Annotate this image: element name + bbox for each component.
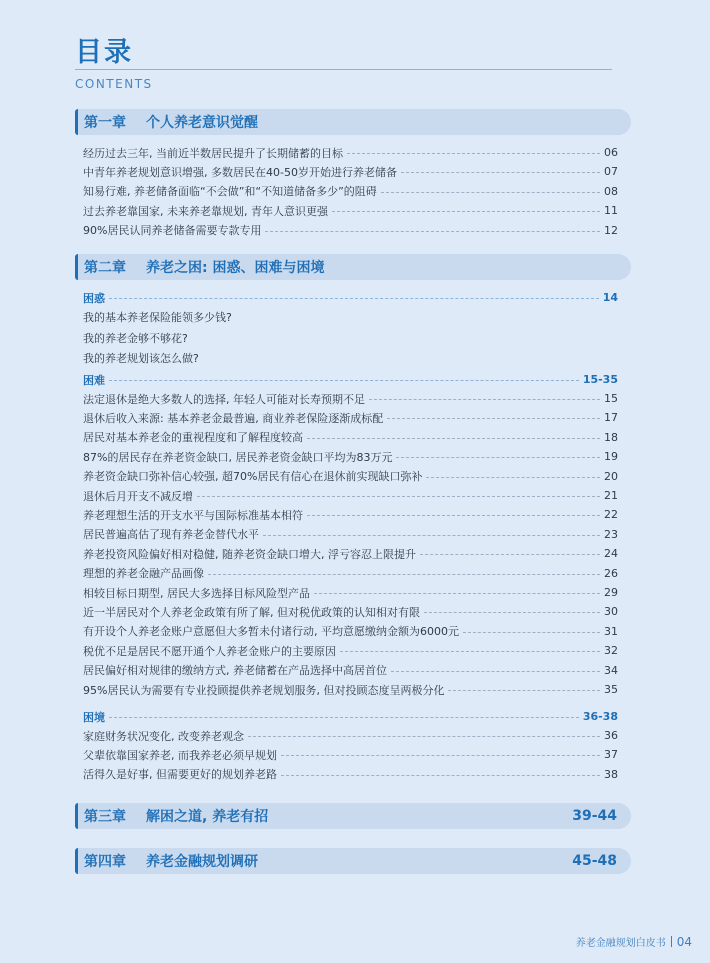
- page-footer: [576, 934, 692, 949]
- entry-page: 19: [604, 450, 618, 464]
- entry-text: 家庭财务状况变化, 改变养老观念: [83, 729, 244, 743]
- toc-entry[interactable]: [83, 505, 618, 524]
- entry-page: 12: [604, 223, 618, 237]
- entry-page: 24: [604, 547, 618, 561]
- dot-leader: [387, 418, 600, 419]
- toc-entry[interactable]: [83, 447, 618, 466]
- entry-text: 居民对基本养老金的重视程度和了解程度较高: [83, 431, 303, 445]
- dot-leader: [424, 612, 600, 613]
- chapter-number: 第三章: [84, 809, 126, 825]
- entry-text: 活得久是好事, 但需要更好的规划养老路: [83, 768, 277, 782]
- toc-entry[interactable]: [83, 525, 618, 544]
- dot-leader: [391, 671, 600, 672]
- entry-text: 相较目标日期型, 居民大多选择目标风险型产品: [83, 586, 310, 600]
- footer-doc-title: 养老金融规划白皮书: [575, 938, 666, 949]
- dot-leader: [420, 554, 600, 555]
- section-huohuo[interactable]: [83, 288, 618, 307]
- dot-leader: [448, 690, 600, 691]
- toc-entry[interactable]: [83, 486, 618, 505]
- chapter-2-heading[interactable]: [75, 254, 631, 280]
- entry-text: 退休后月开支不减反增: [83, 489, 193, 503]
- toc-entry[interactable]: [83, 745, 618, 764]
- huohuo-item-1[interactable]: 我的基本养老保险能领多少钱?: [83, 311, 232, 324]
- chapter-number: 第四章: [84, 854, 126, 870]
- entry-text: 理想的养老金融产品画像: [83, 567, 204, 581]
- entry-page: 23: [604, 527, 618, 541]
- dot-leader: [248, 736, 600, 737]
- entry-text: 退休后收入来源: 基本养老金最普遍, 商业养老保险逐渐成标配: [83, 411, 384, 425]
- toc-entry[interactable]: [83, 467, 618, 486]
- toc-entry[interactable]: [83, 622, 618, 641]
- chapter-number: 第一章: [84, 115, 126, 131]
- toc-entry[interactable]: [83, 408, 618, 427]
- footer-page-number: 04: [676, 934, 692, 949]
- entry-text: 经历过去三年, 当前近半数居民提升了长期储蓄的目标: [83, 146, 343, 160]
- dot-leader: [263, 535, 600, 536]
- dot-leader: [197, 496, 600, 497]
- toc-entry[interactable]: [83, 564, 618, 583]
- toc-entry[interactable]: [83, 143, 618, 162]
- entry-text: 养老资金缺口弥补信心较强, 超70%居民有信心在退休前实现缺口弥补: [83, 470, 423, 484]
- entry-page: 31: [604, 624, 618, 638]
- dot-leader: [208, 574, 600, 575]
- chapter-page: 39-44: [572, 808, 617, 824]
- chapter-title: 解困之道, 养老有招: [146, 809, 269, 825]
- entry-page: 17: [604, 411, 618, 425]
- chapter-number: 第二章: [84, 260, 126, 276]
- entry-page: 21: [604, 489, 618, 502]
- huohuo-item-3[interactable]: 我的养老规划该怎么做?: [83, 352, 199, 365]
- entry-page: 29: [604, 586, 618, 599]
- section-kunjing[interactable]: [83, 707, 618, 726]
- entry-text: 中青年养老规划意识增强, 多数居民在40-50岁开始进行养老储备: [83, 165, 397, 179]
- title-divider: [75, 69, 612, 70]
- page-title: 目录: [75, 37, 133, 68]
- entry-text: 养老理想生活的开支水平与国际标准基本相符: [83, 508, 303, 522]
- dot-leader: [109, 298, 599, 299]
- dot-leader: [265, 231, 600, 232]
- toc-entry[interactable]: [83, 661, 618, 680]
- chapter-1-heading[interactable]: [75, 109, 631, 135]
- footer-divider: [671, 936, 672, 947]
- entry-page: 32: [604, 644, 618, 658]
- dot-leader: [347, 153, 600, 154]
- entry-page: 06: [604, 146, 618, 159]
- entry-page: 30: [604, 605, 618, 619]
- entry-page: 07: [604, 165, 618, 179]
- section-label: 困难: [83, 373, 105, 387]
- dot-leader: [109, 717, 579, 718]
- entry-page: 08: [604, 184, 618, 198]
- dot-leader: [340, 651, 600, 652]
- chapter-title: 个人养老意识觉醒: [146, 115, 258, 131]
- section-label: 困惑: [83, 291, 105, 305]
- entry-text: 有开设个人养老金账户意愿但大多暂未付诸行动, 平均意愿缴纳金额为6000元: [83, 625, 459, 639]
- dot-leader: [109, 380, 579, 381]
- entry-text: 父辈依靠国家养老, 而我养老必须早规划: [83, 748, 277, 762]
- entry-page: 35: [604, 683, 618, 696]
- entry-text: 法定退休是绝大多数人的选择, 年轻人可能对长寿预期不足: [83, 392, 365, 406]
- toc-entry[interactable]: [83, 428, 618, 447]
- entry-page: 15: [604, 392, 618, 405]
- section-page: 15-35: [582, 373, 618, 386]
- entry-page: 18: [604, 430, 618, 444]
- entry-text: 知易行难, 养老储备面临“不会做”和“不知道储备多少”的阻碍: [83, 185, 377, 199]
- dot-leader: [307, 438, 600, 439]
- toc-entry[interactable]: [83, 162, 618, 181]
- entry-text: 居民普遍高估了现有养老金替代水平: [83, 528, 259, 542]
- toc-entry[interactable]: [83, 201, 618, 220]
- chapter-page: 45-48: [572, 853, 617, 869]
- toc-entry[interactable]: [83, 544, 618, 563]
- entry-page: 37: [604, 748, 618, 762]
- dot-leader: [381, 192, 600, 193]
- toc-entry[interactable]: [83, 765, 618, 784]
- entry-text: 过去养老靠国家, 未来养老靠规划, 青年人意识更强: [83, 204, 328, 218]
- chapter-title: 养老金融规划调研: [146, 854, 258, 870]
- entry-page: 34: [604, 663, 618, 677]
- entry-page: 20: [604, 469, 618, 483]
- toc-entry[interactable]: [83, 182, 618, 201]
- toc-entry[interactable]: [83, 389, 618, 408]
- dot-leader: [463, 632, 600, 633]
- toc-entry[interactable]: [83, 221, 618, 240]
- section-page: 14: [602, 291, 618, 304]
- entry-page: 26: [604, 566, 618, 580]
- entry-text: 87%的居民存在养老资金缺口, 居民养老资金缺口平均为83万元: [83, 450, 393, 464]
- toc-entry[interactable]: [83, 726, 618, 745]
- chapter-3-heading[interactable]: [75, 803, 631, 829]
- section-kunnan[interactable]: [83, 370, 618, 389]
- dot-leader: [426, 477, 600, 478]
- entry-page: 38: [604, 767, 618, 781]
- dot-leader: [307, 515, 600, 516]
- entry-text: 居民偏好相对规律的缴纳方式, 养老储蓄在产品选择中高居首位: [83, 664, 387, 678]
- entry-page: 11: [604, 204, 618, 218]
- dot-leader: [401, 172, 600, 173]
- toc-entry[interactable]: [83, 602, 618, 621]
- toc-entry[interactable]: [83, 680, 618, 699]
- toc-entry[interactable]: [83, 641, 618, 660]
- entry-page: 36: [604, 729, 618, 742]
- page-subtitle: CONTENTS: [75, 77, 153, 91]
- huohuo-item-2[interactable]: 我的养老金够不够花?: [83, 332, 188, 345]
- entry-text: 90%居民认同养老储备需要专款专用: [83, 224, 262, 238]
- dot-leader: [281, 775, 600, 776]
- dot-leader: [332, 211, 600, 212]
- dot-leader: [281, 755, 600, 756]
- section-page: 36-38: [582, 710, 618, 723]
- entry-text: 养老投资风险偏好相对稳健, 随养老资金缺口增大, 浮亏容忍上限提升: [83, 547, 416, 561]
- dot-leader: [369, 399, 600, 400]
- dot-leader: [314, 593, 600, 594]
- toc-entry[interactable]: [83, 583, 618, 602]
- dot-leader: [396, 457, 600, 458]
- entry-text: 95%居民认为需要有专业投顾提供养老规划服务, 但对投顾态度呈两极分化: [83, 683, 445, 697]
- chapter-4-heading[interactable]: [75, 848, 631, 874]
- chapter-title: 养老之困: 困惑、困难与困境: [146, 260, 325, 276]
- entry-text: 近一半居民对个人养老金政策有所了解, 但对税优政策的认知相对有限: [83, 605, 420, 619]
- entry-page: 22: [604, 508, 618, 522]
- entry-text: 税优不足是居民不愿开通个人养老金账户的主要原因: [83, 644, 336, 658]
- section-label: 困境: [83, 710, 105, 724]
